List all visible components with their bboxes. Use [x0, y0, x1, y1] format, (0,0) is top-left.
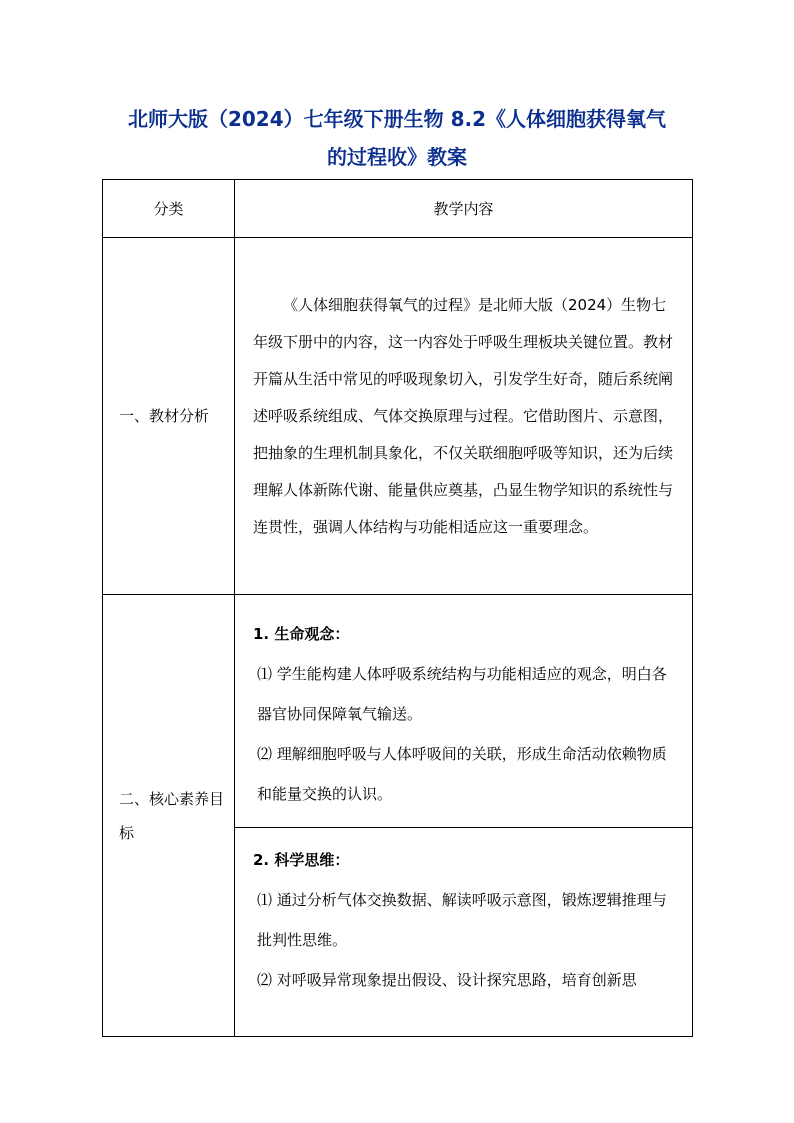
subsection-heading: 1. 生命观念： — [253, 625, 350, 643]
table-row — [103, 595, 693, 828]
textbook-analysis-paragraph: 《人体细胞获得氧气的过程》是北师大版（2024）生物七年级下册中的内容，这一内容处于呼吸生理板块关键位置。教材开篇从生活中常见的呼吸现象切入，引发学生好奇，随后系统阐述呼吸系统组成、气体交换原理与过程。它借助图片、示意图，把抽象的生理机制具象化，不仅关联细胞呼吸等知识，还为后续理解人体新陈代谢、能量供应奠基，凸显生物学知识的系统性与连贯性，强调人体结构与功能相适应这一重要理念。 — [253, 295, 674, 536]
category-cell: 一、教材分析 — [103, 238, 235, 595]
subsection-cell — [235, 828, 693, 1037]
lesson-plan-table — [102, 179, 693, 1037]
subsection-item: ⑴ 通过分析气体交换数据、解读呼吸示意图，锻炼逻辑推理与批判性思维。 — [257, 891, 667, 949]
subsection-item: ⑴ 学生能构建人体呼吸系统结构与功能相适应的观念，明白各器官协同保障氧气输送。 — [257, 665, 667, 723]
subsection-item: ⑵ 理解细胞呼吸与人体呼吸间的关联，形成生命活动依赖物质和能量交换的认识。 — [257, 745, 667, 803]
header-category: 分类 — [103, 180, 235, 238]
content-cell — [235, 238, 693, 595]
subsection-item: ⑵ 对呼吸异常现象提出假设、设计探究思路，培育创新思 — [257, 971, 637, 989]
subsection-heading: 2. 科学思维： — [253, 851, 350, 869]
title-line-2: 的过程收》教案 — [327, 145, 467, 169]
table-header-row — [103, 180, 693, 238]
document-title — [100, 100, 694, 176]
subsection-cell — [235, 595, 693, 828]
table-row — [103, 238, 693, 595]
title-line-1: 北师大版（2024）七年级下册生物 8.2《人体细胞获得氧气 — [127, 107, 667, 131]
header-content: 教学内容 — [235, 180, 693, 238]
category-cell: 二、核心素养目标 — [103, 595, 235, 1037]
